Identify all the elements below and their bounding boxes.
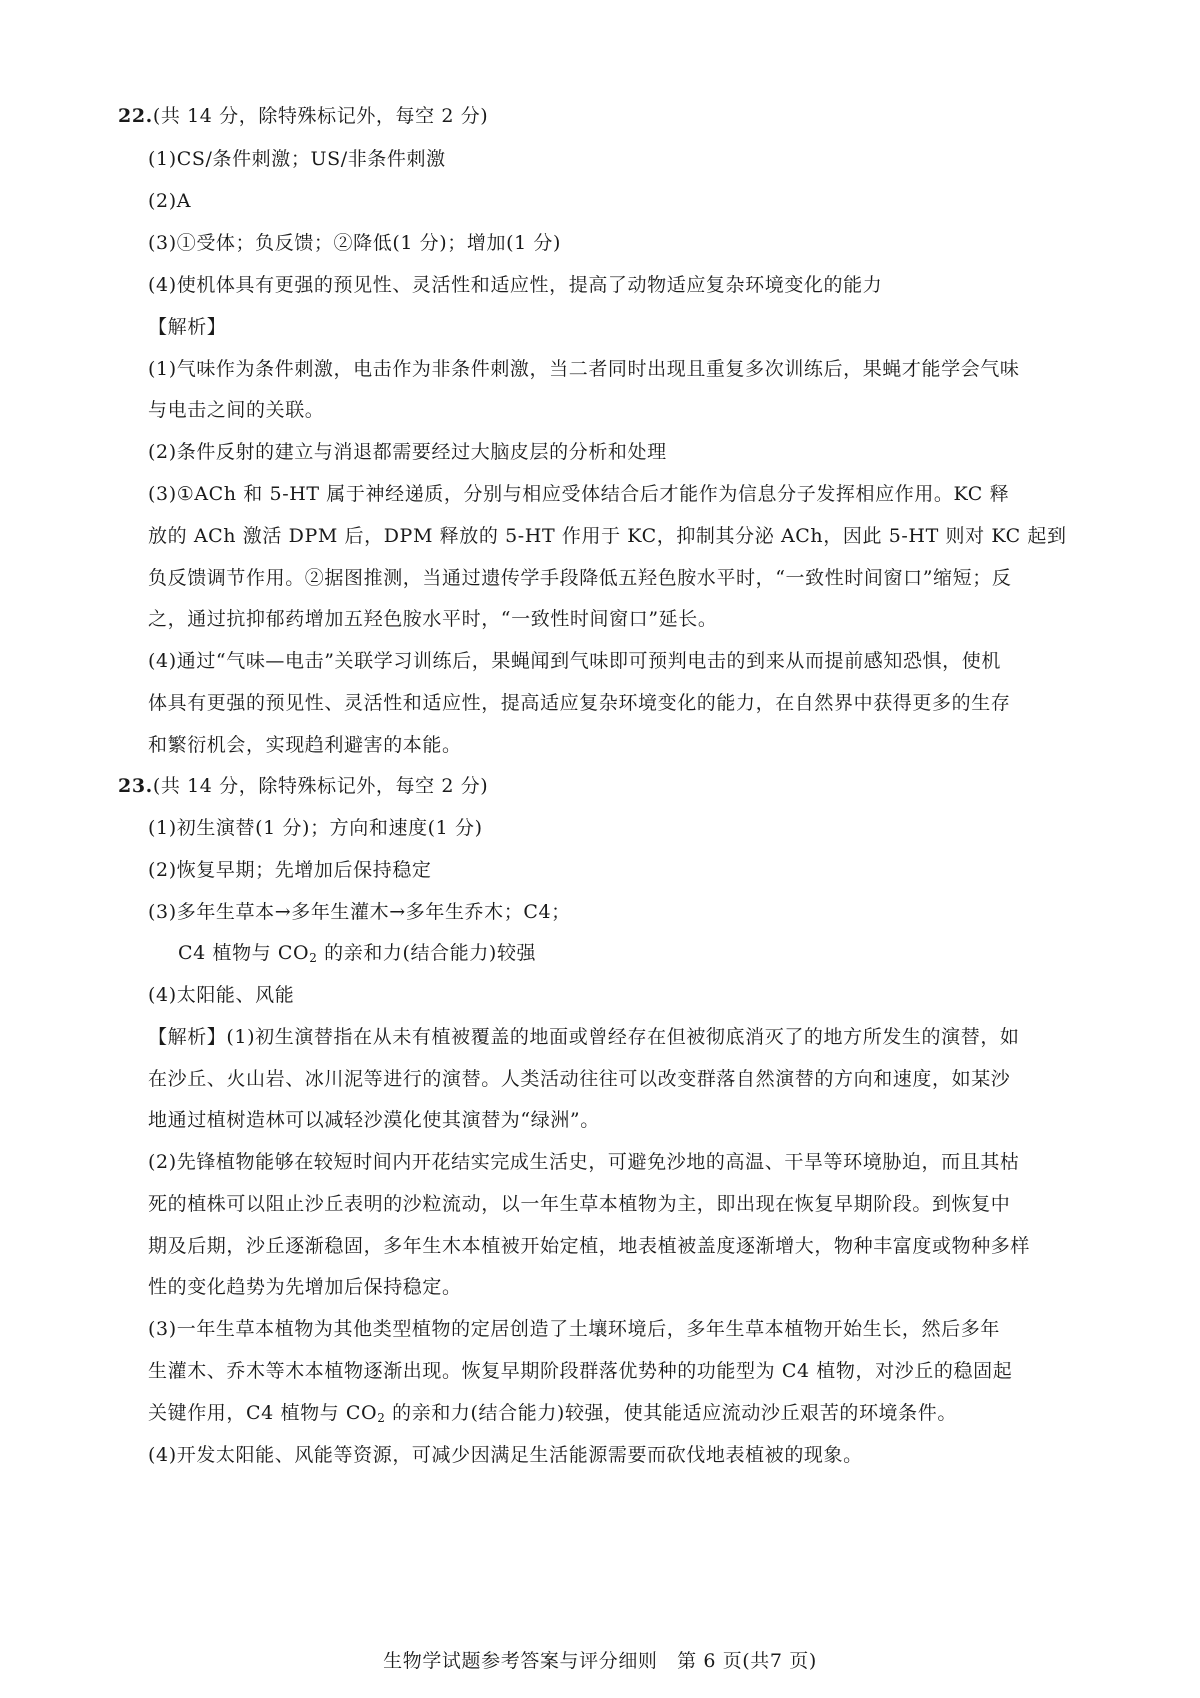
q23-analysis-1-line-2: 在沙丘、火山岩、冰川泥等进行的演替。人类活动往往可以改变群落自然演替的方向和速度，如某沙 [148, 1068, 1011, 1090]
q22-analysis-3-line-1: (3)①ACh 和 5-HT 属于神经递质，分别与相应受体结合后才能作为信息分子发挥相应作用。KC 释 [148, 483, 1010, 505]
q23-answer-3-continued [178, 940, 536, 971]
q22-analysis-4-line-2: 体具有更强的预见性、灵活性和适应性，提高适应复杂环境变化的能力，在自然界中获得更多的生存 [148, 692, 1011, 714]
q23-analysis-3-line-1: (3)一年生草本植物为其他类型植物的定居创造了土壤环境后，多年生草本植物开始生长，然后多年 [148, 1318, 1000, 1340]
q23-analysis-1-line-1: 【解析】(1)初生演替指在从未有植被覆盖的地面或曾经存在但被彻底消灭了的地方所发生的演替，如 [148, 1026, 1020, 1048]
q23-number: 23. [118, 775, 153, 797]
q23-answer-1: (1)初生演替(1 分)；方向和速度(1 分) [148, 817, 483, 839]
q23-analysis-3-line-3-text-end: 的亲和力(结合能力)较强，使其能适应流动沙丘艰苦的环境条件。 [385, 1402, 957, 1424]
q23-analysis-3-line-3-text: 关键作用，C4 植物与 CO [148, 1402, 378, 1424]
q22-answer-1: (1)CS/条件刺激；US/非条件刺激 [148, 148, 446, 170]
q23-header-line [118, 773, 488, 799]
q22-analysis-4-line-1: (4)通过“气味—电击”关联学习训练后，果蝇闻到气味即可预判电击的到来从而提前感知恐惧，使机 [148, 650, 1001, 672]
q22-answer-2: (2)A [148, 190, 192, 212]
q22-analysis-3-line-2: 放的 ACh 激活 DPM 后，DPM 释放的 5-HT 作用于 KC，抑制其分泌 ACh，因此 5-HT 则对 KC 起到 [148, 525, 1067, 547]
q22-header: (共 14 分，除特殊标记外，每空 2 分) [152, 105, 489, 127]
q23-analysis-2-line-1: (2)先锋植物能够在较短时间内开花结实完成生活史，可避免沙地的高温、干旱等环境胁迫，而且其枯 [148, 1151, 1020, 1173]
q22-analysis-2-line-1: (2)条件反射的建立与消退都需要经过大脑皮层的分析和处理 [148, 441, 667, 463]
q22-analysis-1-line-2: 与电击之间的关联。 [148, 399, 325, 421]
q23-analysis-2-line-2: 死的植株可以阻止沙丘表明的沙粒流动，以一年生草本植物为主，即出现在恢复早期阶段。到恢复中 [148, 1193, 1011, 1215]
q22-analysis-3-line-4: 之，通过抗抑郁药增加五羟色胺水平时，“一致性时间窗口”延长。 [148, 608, 718, 630]
q23-answer-3b-text-end: 的亲和力(结合能力)较强 [317, 942, 537, 964]
q22-analysis-label: 【解析】 [148, 316, 227, 338]
q23-answer-4: (4)太阳能、风能 [148, 984, 295, 1006]
q22-analysis-3-line-3: 负反馈调节作用。②据图推测，当通过遗传学手段降低五羟色胺水平时，“一致性时间窗口”缩短；反 [148, 567, 1012, 589]
q23-analysis-2-line-4: 性的变化趋势为先增加后保持稳定。 [148, 1276, 462, 1298]
q23-analysis-3-line-3 [148, 1400, 957, 1431]
q22-analysis-4-line-3: 和繁衍机会，实现趋利避害的本能。 [148, 734, 462, 756]
q23-analysis-2-line-3: 期及后期，沙丘逐渐稳固，多年生木本植被开始定植，地表植被盖度逐渐增大，物种丰富度或物种多样 [148, 1235, 1031, 1257]
q22-analysis-1-line-1: (1)气味作为条件刺激，电击作为非条件刺激，当二者同时出现且重复多次训练后，果蝇才能学会气味 [148, 358, 1020, 380]
q23-analysis-1-line-3: 地通过植树造林可以减轻沙漠化使其演替为“绿洲”。 [148, 1109, 600, 1131]
q23-answer-3b-subscript: 2 [309, 951, 318, 965]
q23-analysis-3-line-2: 生灌木、乔木等木本植物逐渐出现。恢复早期阶段群落优势种的功能型为 C4 植物，对沙丘的稳固起 [148, 1360, 1013, 1382]
q23-analysis-4-line-1: (4)开发太阳能、风能等资源，可减少因满足生活能源需要而砍伐地表植被的现象。 [148, 1444, 863, 1466]
q22-answer-4: (4)使机体具有更强的预见性、灵活性和适应性，提高了动物适应复杂环境变化的能力 [148, 274, 883, 296]
q23-answer-3: (3)多年生草本→多年生灌木→多年生乔木；C4； [148, 901, 571, 923]
q22-answer-3: (3)①受体；负反馈；②降低(1 分)；增加(1 分) [148, 232, 562, 254]
q23-header: (共 14 分，除特殊标记外，每空 2 分) [152, 775, 489, 797]
q23-analysis-3-line-3-subscript: 2 [377, 1411, 386, 1425]
q22-number: 22. [118, 105, 153, 127]
q23-answer-2: (2)恢复早期；先增加后保持稳定 [148, 859, 432, 881]
page-footer: 生物学试题参考答案与评分细则 第 6 页(共7 页) [383, 1650, 817, 1672]
q23-answer-3b-text: C4 植物与 CO [178, 942, 310, 964]
q22-header-line [118, 103, 488, 129]
